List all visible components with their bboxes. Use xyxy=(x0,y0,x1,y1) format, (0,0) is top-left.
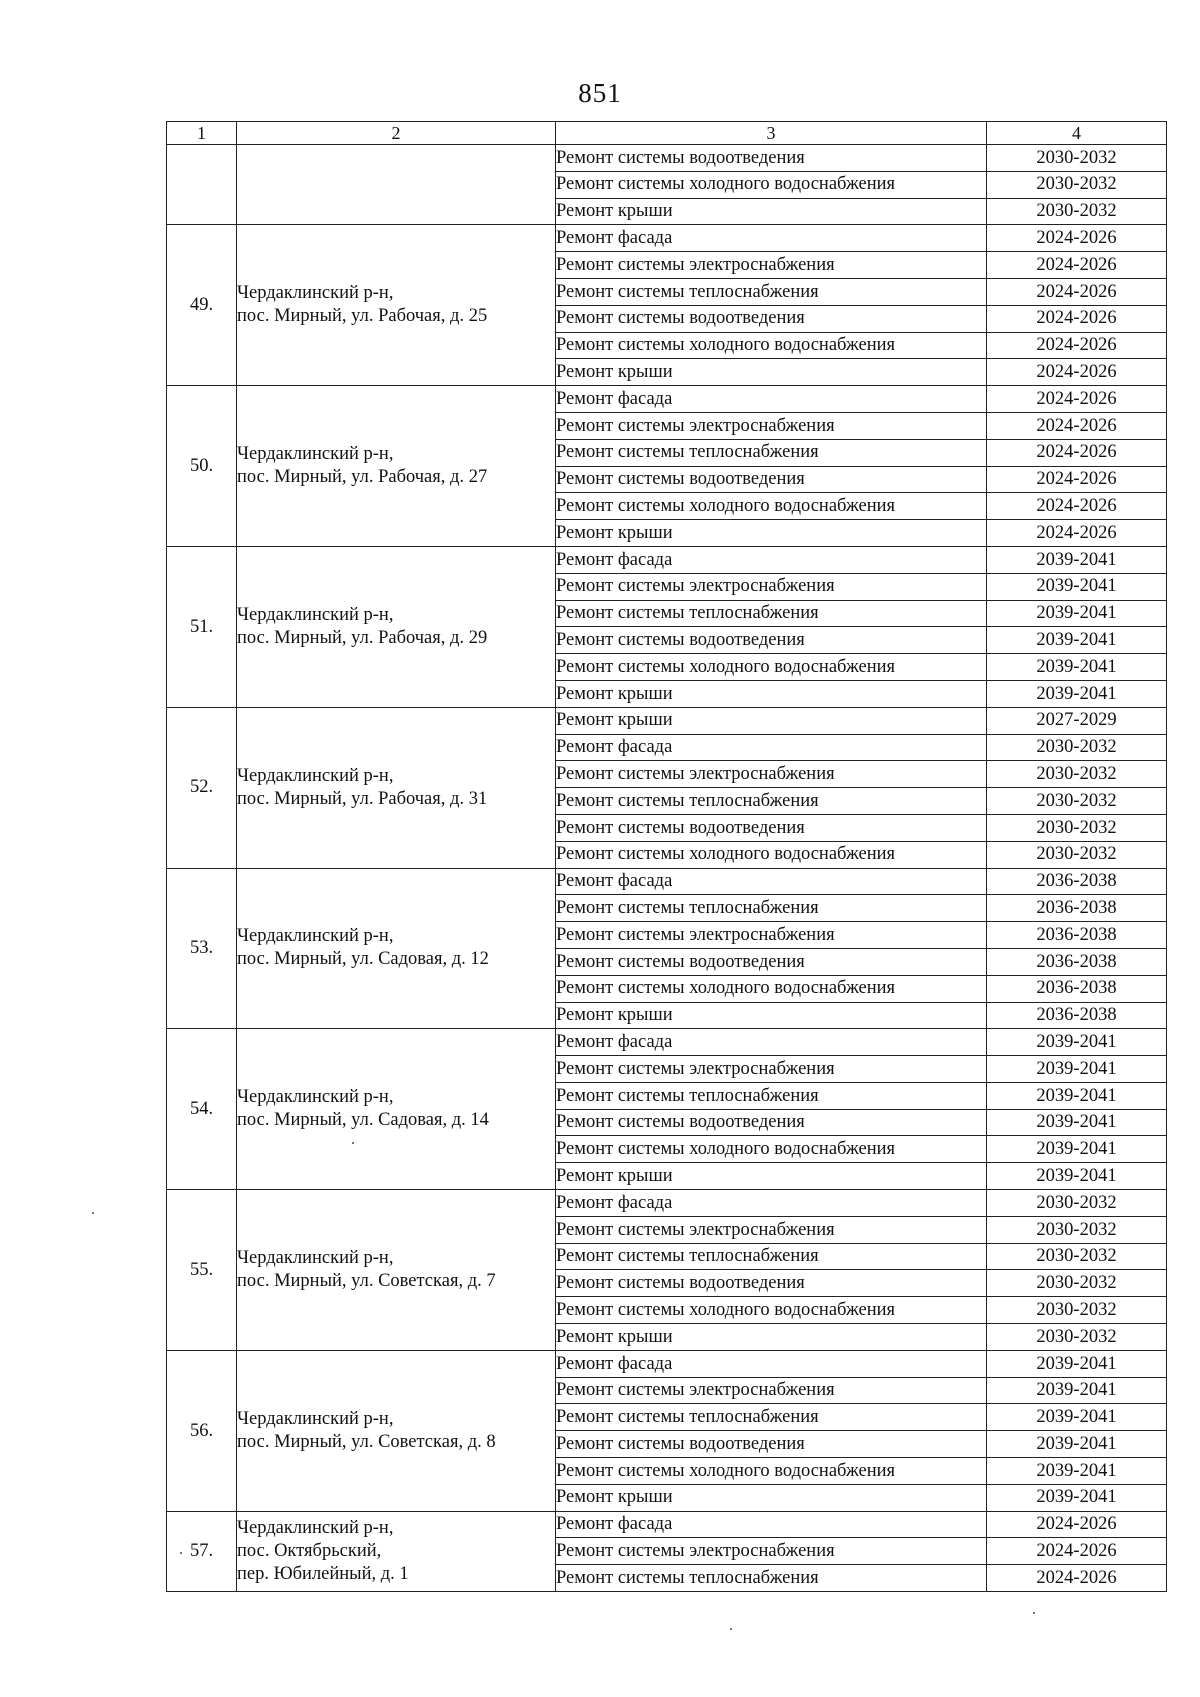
work-cell: Ремонт системы водоотведения xyxy=(556,305,987,332)
work-cell: Ремонт системы теплоснабжения xyxy=(556,278,987,305)
period-cell: 2024-2026 xyxy=(987,493,1167,520)
period-cell: 2024-2026 xyxy=(987,386,1167,413)
work-cell: Ремонт фасада xyxy=(556,1029,987,1056)
scan-speck xyxy=(730,1628,732,1630)
work-cell: Ремонт системы теплоснабжения xyxy=(556,895,987,922)
work-cell: Ремонт фасада xyxy=(556,1350,987,1377)
address-cell xyxy=(237,1350,556,1511)
row-number-cell: 50. xyxy=(167,386,237,547)
work-cell: Ремонт фасада xyxy=(556,868,987,895)
work-cell: Ремонт фасада xyxy=(556,546,987,573)
address-cell xyxy=(237,145,556,225)
address-line: Чердаклинский р-н, xyxy=(237,283,394,304)
column-header: 1 xyxy=(167,122,237,145)
address-line: Чердаклинский р-н, xyxy=(237,926,394,947)
work-cell: Ремонт фасада xyxy=(556,386,987,413)
table-row xyxy=(167,1350,1167,1377)
work-cell: Ремонт системы теплоснабжения xyxy=(556,788,987,815)
address-cell xyxy=(237,546,556,707)
work-cell: Ремонт системы теплоснабжения xyxy=(556,1404,987,1431)
period-cell: 2030-2032 xyxy=(987,145,1167,172)
header-row xyxy=(167,122,1167,145)
table-row xyxy=(167,386,1167,413)
work-cell: Ремонт системы электроснабжения xyxy=(556,1216,987,1243)
period-cell: 2039-2041 xyxy=(987,1029,1167,1056)
period-cell: 2024-2026 xyxy=(987,1565,1167,1592)
address-line: пос. Мирный, ул. Рабочая, д. 31 xyxy=(237,788,488,809)
period-cell: 2030-2032 xyxy=(987,734,1167,761)
work-cell: Ремонт системы электроснабжения xyxy=(556,1538,987,1565)
work-cell: Ремонт фасада xyxy=(556,734,987,761)
work-cell: Ремонт фасада xyxy=(556,1190,987,1217)
row-number-cell: 57. xyxy=(167,1511,237,1591)
address-line: Чердаклинский р-н, xyxy=(237,1087,394,1108)
period-cell: 2024-2026 xyxy=(987,305,1167,332)
address-line: пос. Мирный, ул. Рабочая, д. 27 xyxy=(237,467,488,488)
period-cell: 2030-2032 xyxy=(987,1297,1167,1324)
address-cell xyxy=(237,1190,556,1351)
work-cell: Ремонт системы водоотведения xyxy=(556,814,987,841)
period-cell: 2030-2032 xyxy=(987,814,1167,841)
work-cell: Ремонт системы холодного водоснабжения xyxy=(556,171,987,198)
work-cell: Ремонт крыши xyxy=(556,1163,987,1190)
address-cell xyxy=(237,868,556,1029)
period-cell: 2036-2038 xyxy=(987,948,1167,975)
work-cell: Ремонт системы электроснабжения xyxy=(556,922,987,949)
work-cell: Ремонт системы теплоснабжения xyxy=(556,1082,987,1109)
period-cell: 2030-2032 xyxy=(987,1324,1167,1351)
period-cell: 2030-2032 xyxy=(987,761,1167,788)
work-cell: Ремонт крыши xyxy=(556,707,987,734)
address-line: пос. Мирный, ул. Садовая, д. 14 xyxy=(237,1110,489,1131)
address-cell xyxy=(237,1029,556,1190)
address-line: Чердаклинский р-н, xyxy=(237,443,394,464)
table-row xyxy=(167,1029,1167,1056)
row-number-cell: 52. xyxy=(167,707,237,868)
period-cell: 2039-2041 xyxy=(987,1458,1167,1485)
address-line: пер. Юбилейный, д. 1 xyxy=(237,1563,409,1584)
work-cell: Ремонт системы электроснабжения xyxy=(556,573,987,600)
row-number-cell: 51. xyxy=(167,546,237,707)
work-cell: Ремонт системы холодного водоснабжения xyxy=(556,1297,987,1324)
work-cell: Ремонт системы холодного водоснабжения xyxy=(556,1458,987,1485)
work-cell: Ремонт крыши xyxy=(556,520,987,547)
column-header: 4 xyxy=(987,122,1167,145)
work-cell: Ремонт крыши xyxy=(556,1002,987,1029)
work-cell: Ремонт системы теплоснабжения xyxy=(556,1243,987,1270)
period-cell: 2024-2026 xyxy=(987,1511,1167,1538)
row-number-cell: 49. xyxy=(167,225,237,386)
period-cell: 2039-2041 xyxy=(987,1082,1167,1109)
period-cell: 2039-2041 xyxy=(987,1484,1167,1511)
period-cell: 2036-2038 xyxy=(987,922,1167,949)
address-line: пос. Мирный, ул. Рабочая, д. 29 xyxy=(237,627,488,648)
work-cell: Ремонт системы теплоснабжения xyxy=(556,600,987,627)
period-cell: 2039-2041 xyxy=(987,1350,1167,1377)
period-cell: 2030-2032 xyxy=(987,841,1167,868)
period-cell: 2024-2026 xyxy=(987,520,1167,547)
period-cell: 2039-2041 xyxy=(987,1056,1167,1083)
period-cell: 2024-2026 xyxy=(987,1538,1167,1565)
work-cell: Ремонт системы водоотведения xyxy=(556,466,987,493)
page-number: 851 xyxy=(578,78,622,108)
work-cell: Ремонт системы водоотведения xyxy=(556,1270,987,1297)
scan-speck xyxy=(180,1552,182,1554)
period-cell: 2030-2032 xyxy=(987,198,1167,225)
address-cell xyxy=(237,707,556,868)
address-cell xyxy=(237,225,556,386)
period-cell: 2039-2041 xyxy=(987,1377,1167,1404)
period-cell: 2030-2032 xyxy=(987,1270,1167,1297)
period-cell: 2030-2032 xyxy=(987,1190,1167,1217)
period-cell: 2039-2041 xyxy=(987,627,1167,654)
address-cell xyxy=(237,386,556,547)
period-cell: 2024-2026 xyxy=(987,359,1167,386)
work-cell: Ремонт системы холодного водоснабжения xyxy=(556,1136,987,1163)
period-cell: 2036-2038 xyxy=(987,868,1167,895)
table-row xyxy=(167,546,1167,573)
work-cell: Ремонт системы водоотведения xyxy=(556,145,987,172)
column-header: 2 xyxy=(237,122,556,145)
work-cell: Ремонт системы водоотведения xyxy=(556,1431,987,1458)
period-cell: 2024-2026 xyxy=(987,332,1167,359)
row-number-cell xyxy=(167,145,237,225)
period-cell: 2024-2026 xyxy=(987,278,1167,305)
scan-speck xyxy=(1033,1612,1035,1614)
work-cell: Ремонт крыши xyxy=(556,198,987,225)
work-cell: Ремонт системы теплоснабжения xyxy=(556,1565,987,1592)
work-cell: Ремонт фасада xyxy=(556,1511,987,1538)
table-row xyxy=(167,868,1167,895)
scan-speck xyxy=(92,1212,94,1214)
column-header: 3 xyxy=(556,122,987,145)
table-row xyxy=(167,1511,1167,1538)
work-cell: Ремонт системы холодного водоснабжения xyxy=(556,841,987,868)
address-line: Чердаклинский р-н, xyxy=(237,765,394,786)
work-cell: Ремонт системы водоотведения xyxy=(556,627,987,654)
table-row xyxy=(167,1190,1167,1217)
table-row xyxy=(167,707,1167,734)
work-cell: Ремонт системы электроснабжения xyxy=(556,1056,987,1083)
work-cell: Ремонт системы водоотведения xyxy=(556,948,987,975)
address-cell xyxy=(237,1511,556,1591)
period-cell: 2039-2041 xyxy=(987,573,1167,600)
period-cell: 2039-2041 xyxy=(987,546,1167,573)
address-line: Чердаклинский р-н, xyxy=(237,1408,394,1429)
work-cell: Ремонт крыши xyxy=(556,359,987,386)
period-cell: 2036-2038 xyxy=(987,895,1167,922)
period-cell: 2036-2038 xyxy=(987,1002,1167,1029)
table-row xyxy=(167,225,1167,252)
period-cell: 2024-2026 xyxy=(987,466,1167,493)
work-cell: Ремонт системы холодного водоснабжения xyxy=(556,493,987,520)
period-cell: 2039-2041 xyxy=(987,1163,1167,1190)
period-cell: 2039-2041 xyxy=(987,680,1167,707)
period-cell: 2030-2032 xyxy=(987,1243,1167,1270)
period-cell: 2030-2032 xyxy=(987,171,1167,198)
period-cell: 2030-2032 xyxy=(987,1216,1167,1243)
work-cell: Ремонт крыши xyxy=(556,1324,987,1351)
work-cell: Ремонт системы холодного водоснабжения xyxy=(556,654,987,681)
address-line: Чердаклинский р-н, xyxy=(237,1517,394,1538)
address-line: Чердаклинский р-н, xyxy=(237,604,394,625)
work-cell: Ремонт системы электроснабжения xyxy=(556,412,987,439)
row-number-cell: 55. xyxy=(167,1190,237,1351)
row-number-cell: 53. xyxy=(167,868,237,1029)
address-line: пос. Мирный, ул. Садовая, д. 12 xyxy=(237,949,489,970)
address-line: пос. Мирный, ул. Советская, д. 7 xyxy=(237,1270,496,1291)
work-cell: Ремонт системы холодного водоснабжения xyxy=(556,332,987,359)
period-cell: 2027-2029 xyxy=(987,707,1167,734)
row-number-cell: 56. xyxy=(167,1350,237,1511)
period-cell: 2024-2026 xyxy=(987,412,1167,439)
address-line: пос. Мирный, ул. Рабочая, д. 25 xyxy=(237,306,488,327)
period-cell: 2036-2038 xyxy=(987,975,1167,1002)
period-cell: 2030-2032 xyxy=(987,788,1167,815)
work-cell: Ремонт крыши xyxy=(556,1484,987,1511)
address-line: Чердаклинский р-н, xyxy=(237,1247,394,1268)
address-line: пос. Октябрьский, xyxy=(237,1540,382,1561)
work-cell: Ремонт системы электроснабжения xyxy=(556,761,987,788)
period-cell: 2024-2026 xyxy=(987,252,1167,279)
period-cell: 2039-2041 xyxy=(987,1404,1167,1431)
period-cell: 2024-2026 xyxy=(987,439,1167,466)
repair-schedule-table xyxy=(166,121,1167,1592)
scan-speck xyxy=(352,1142,354,1144)
work-cell: Ремонт фасада xyxy=(556,225,987,252)
work-cell: Ремонт крыши xyxy=(556,680,987,707)
period-cell: 2039-2041 xyxy=(987,1431,1167,1458)
work-cell: Ремонт системы теплоснабжения xyxy=(556,439,987,466)
period-cell: 2039-2041 xyxy=(987,1136,1167,1163)
work-cell: Ремонт системы водоотведения xyxy=(556,1109,987,1136)
period-cell: 2039-2041 xyxy=(987,1109,1167,1136)
period-cell: 2039-2041 xyxy=(987,600,1167,627)
work-cell: Ремонт системы электроснабжения xyxy=(556,1377,987,1404)
work-cell: Ремонт системы холодного водоснабжения xyxy=(556,975,987,1002)
work-cell: Ремонт системы электроснабжения xyxy=(556,252,987,279)
period-cell: 2024-2026 xyxy=(987,225,1167,252)
address-line: пос. Мирный, ул. Советская, д. 8 xyxy=(237,1431,496,1452)
row-number-cell: 54. xyxy=(167,1029,237,1190)
table-row xyxy=(167,145,1167,172)
period-cell: 2039-2041 xyxy=(987,654,1167,681)
table-body xyxy=(167,145,1167,1592)
